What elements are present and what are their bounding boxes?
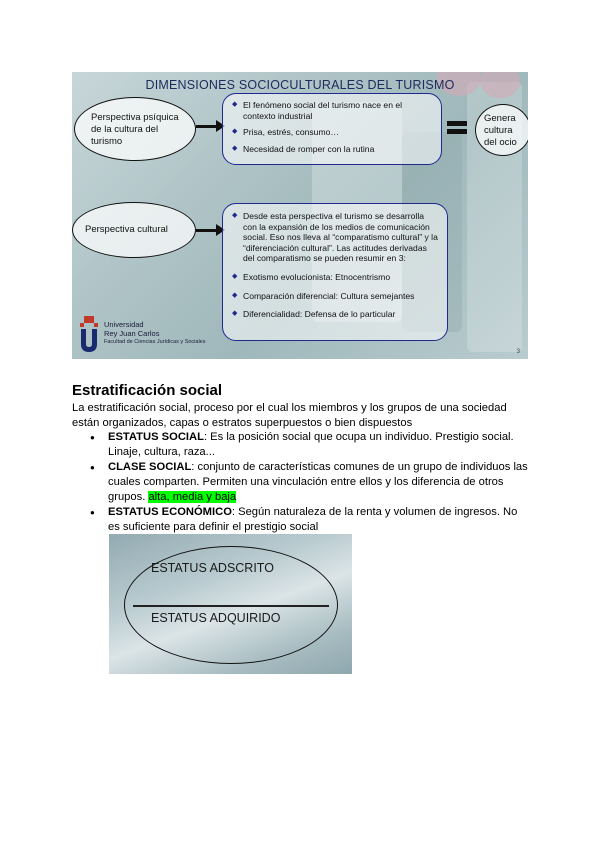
box-item: ◆ Comparación diferencial: Cultura semejantes [243, 291, 439, 302]
term: ESTATUS SOCIAL [108, 431, 204, 443]
ellipse-line: Perspectiva cultural [85, 224, 168, 235]
box-item: ◆ Prisa, estrés, consumo… [243, 127, 433, 138]
label-achieved-status: ESTATUS ADQUIRIDO [151, 611, 281, 625]
faculty-line: Facultad de Ciencias Jurídicas y Sociales [104, 339, 206, 345]
ellipse-line: de la cultura del [91, 124, 159, 135]
slide-number: 3 [516, 349, 520, 355]
status-list [108, 430, 528, 535]
slide-title: DIMENSIONES SOCIOCULTURALES DEL TURISMO [145, 78, 455, 92]
box-item: ◆ Necesidad de romper con la rutina [243, 144, 433, 155]
equals-icon [447, 121, 467, 126]
term: CLASE SOCIAL [108, 461, 192, 473]
box-item: ◆ Diferencialidad: Defensa de lo particular [243, 309, 439, 320]
box-item: ◆ El fenómeno social del turismo nace en el contexto industrial [243, 100, 433, 121]
section-heading: Estratificación social [72, 382, 223, 399]
industrial-context-box [222, 93, 442, 165]
label-ascribed-status: ESTATUS ADSCRITO [151, 561, 274, 575]
slide-sociocultural-dimensions [72, 72, 528, 359]
arrow-right-icon [196, 229, 218, 232]
ellipse-line: Perspectiva psíquica [91, 112, 179, 123]
psychic-perspective-ellipse [74, 97, 196, 161]
university-line: Universidad [104, 320, 144, 329]
university-line: Rey Juan Carlos [104, 329, 160, 338]
cultural-perspective-ellipse [72, 202, 196, 258]
university-logo-icon [78, 316, 100, 354]
arrow-right-icon [196, 125, 218, 128]
definition: : conjunto de características comunes de un grupo de individuos las cuales comparten. Permiten una vinculación entre ellos y los diferencia de otros grupos. [108, 461, 528, 503]
equals-icon [447, 129, 467, 134]
university-name [104, 320, 206, 347]
definition: : Según naturaleza de la renta y volumen de ingresos. No es suficiente para definir el prestigio social [108, 506, 518, 533]
box-item: ◆ Desde esta perspectiva el turismo se desarrolla con la expansión de los medios de comunicación social. Eso nos lleva al “comparatismo cultural” y la “diferenciación cultural”. Las actitudes derivadas del comparatismo se pueden resumir en 3: [243, 211, 439, 264]
term: ESTATUS ECONÓMICO [108, 506, 232, 518]
cultural-comparatism-box [222, 203, 448, 341]
ellipse-line: del ocio [484, 137, 517, 148]
ellipse-line: turismo [91, 136, 123, 147]
highlighted-text: alta, media y baja [148, 491, 237, 503]
list-item-economic-status [108, 505, 528, 535]
definition: : Es la posición social que ocupa un individuo. Prestigio social. Linaje, cultura, raza... [108, 431, 514, 458]
list-item-social-status [108, 430, 528, 460]
leisure-culture-ellipse [475, 104, 528, 156]
intro-paragraph: La estratificación social, proceso por el cual los miembros y los grupos de una sociedad están organizados, capas o estratos superpuestos o bien dispuestos [72, 402, 507, 429]
ellipse-line: cultura [484, 125, 513, 136]
list-item-social-class [108, 460, 528, 505]
ellipse-line: Genera [484, 113, 516, 124]
divider [133, 605, 329, 607]
slide-status-types [109, 534, 352, 674]
box-item: ◆ Exotismo evolucionista: Etnocentrismo [243, 272, 439, 283]
